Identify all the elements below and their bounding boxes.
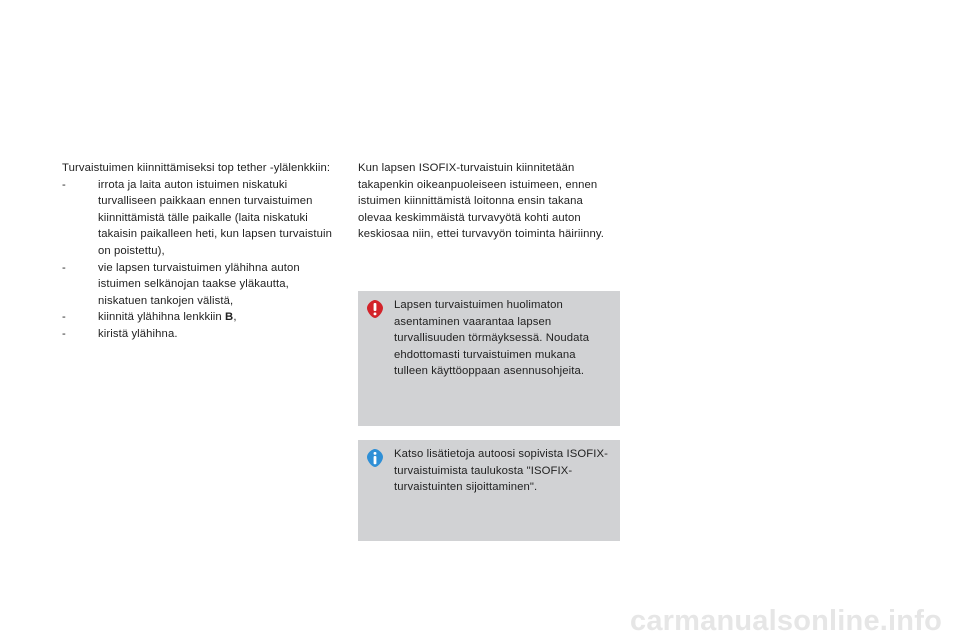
warning-box bbox=[358, 291, 620, 426]
step-suffix: , bbox=[233, 311, 237, 324]
list-dash: - bbox=[62, 261, 66, 274]
info-text: Katso lisätietoja autoosi sopivista ISOFIX-turvaistuimista taulukosta "ISOFIX-turvaistuinten sijoittaminen". bbox=[394, 448, 609, 494]
intro-text: Turvaistuimen kiinnittämiseksi top tether -ylälenkkiin: bbox=[62, 162, 331, 174]
list-dash: - bbox=[62, 178, 66, 191]
right-column bbox=[358, 160, 620, 243]
watermark: carmanualsonline.info bbox=[630, 605, 942, 637]
list-item bbox=[62, 309, 332, 326]
warning-text: Lapsen turvaistuimen huolimaton asentaminen vaarantaa lapsen turvallisuuden törmäyksessä. Noudata ehdottomasti turvaistuimen mukana tulleen käyttöoppaan asennusohjeita. bbox=[394, 299, 590, 378]
step-bold-label: B bbox=[225, 311, 234, 324]
list-dash: - bbox=[62, 327, 66, 340]
step-text: irrota ja laita auton istuimen niskatuki turvalliseen paikkaan ennen turvaistuimen kiinnittämistä tälle paikalle (laita niskatuki takaisin paikalleen heti, kun lapsen turvaistuin on poistettu), bbox=[98, 178, 333, 257]
info-icon bbox=[366, 448, 384, 468]
list-dash: - bbox=[62, 311, 66, 324]
steps-list bbox=[62, 177, 332, 343]
isofix-paragraph: Kun lapsen ISOFIX-turvaistuin kiinnitetään takapenkin oikeanpuoleiseen istuimeen, ennen istuimen kiinnittämistä loitonna ensin takana olevaa keskimmäistä turvavyötä kohti auton keskiosaa niin, ettei turvavyön toiminta häiriinny. bbox=[358, 162, 605, 241]
step-text: kiinnitä ylähihna lenkkiin bbox=[98, 311, 226, 324]
list-item bbox=[62, 326, 332, 343]
list-item bbox=[62, 260, 332, 310]
left-column bbox=[62, 160, 332, 343]
info-box bbox=[358, 440, 620, 541]
step-text: vie lapsen turvaistuimen ylähihna auton istuimen selkänojan taakse yläkautta, niskatuen tankojen välistä, bbox=[98, 261, 300, 307]
list-item bbox=[62, 177, 332, 260]
step-text: kiristä ylähihna. bbox=[98, 327, 178, 340]
warning-icon bbox=[366, 299, 384, 319]
